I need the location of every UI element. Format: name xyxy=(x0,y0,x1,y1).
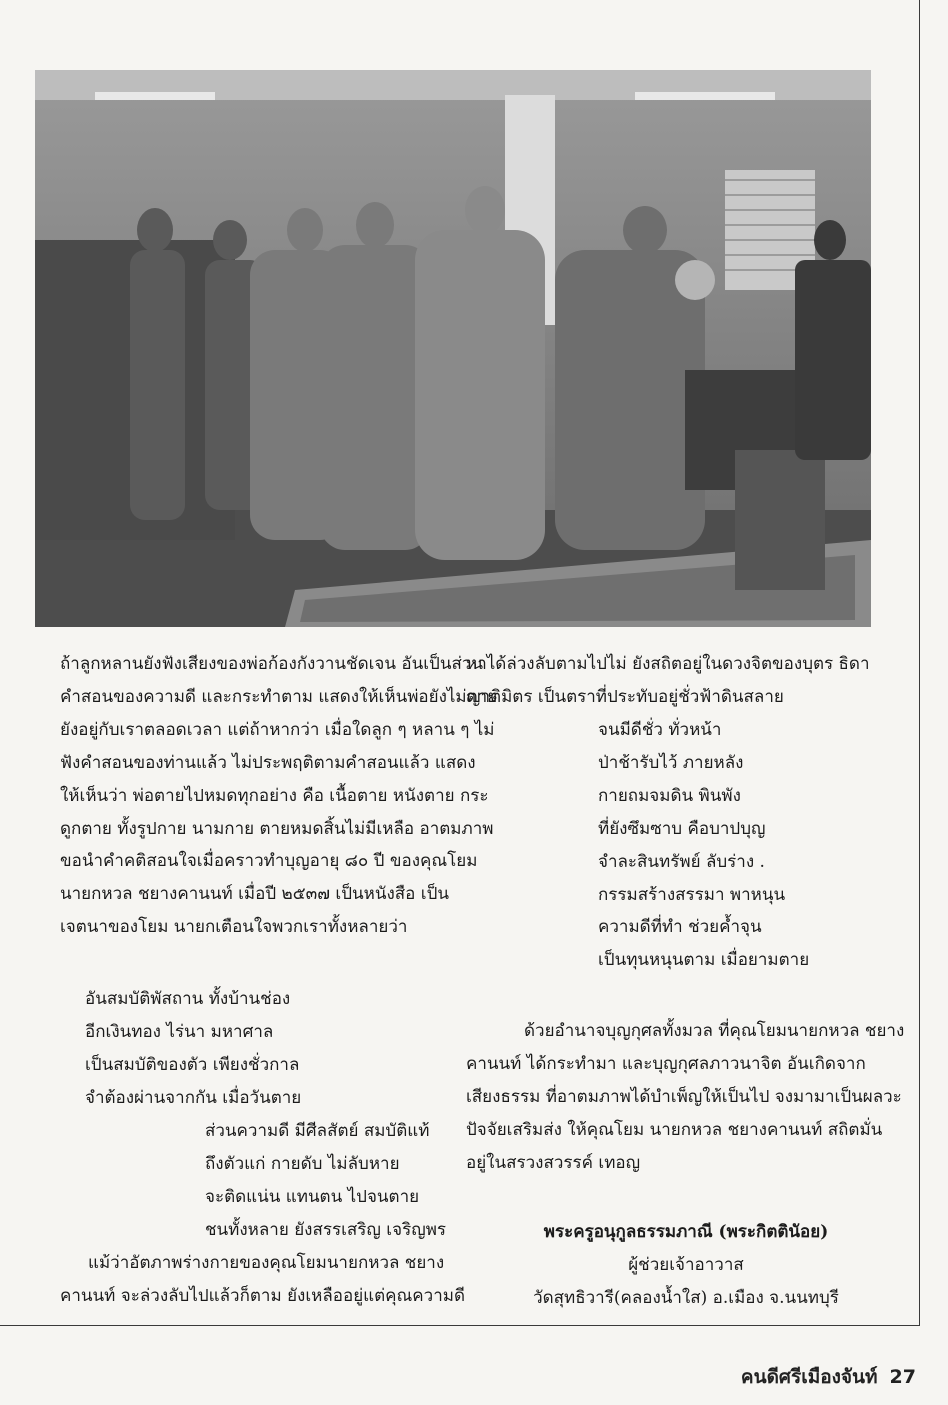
poem-line: ชนทั้งหลาย ยังสรรเสริญ เจริญพร xyxy=(205,1219,447,1240)
left-column-paragraph xyxy=(60,648,498,944)
right-column-paragraph xyxy=(466,648,906,714)
left-poem-second-stanza xyxy=(205,1115,446,1247)
text-line: ดูกตาย ทั้งรูปกาย นามกาย ตายหมดสิ้นไม่มีเหลือ อาตมภาพ xyxy=(60,818,494,839)
page-border-right xyxy=(919,0,920,1326)
left-poem-first-stanza xyxy=(85,983,301,1115)
right-poem xyxy=(598,714,809,977)
text-line: นายกหวล ชยางคานนท์ เมื่อปี ๒๕๓๗ เป็นหนังสือ เป็น xyxy=(60,884,449,905)
poem-line: เป็นสมบัติของตัว เพียงชั่วกาล xyxy=(85,1054,300,1075)
text-line: ถ้าลูกหลานยังฟังเสียงของพ่อก้องกังวานชัดเจน อันเป็นส่วน xyxy=(60,654,484,674)
page-footer xyxy=(741,1362,916,1392)
poem-line: ถึงตัวแก่ กายดับ ไม่ลับหาย xyxy=(205,1153,400,1174)
text-line: แม้ว่าอัตภาพร่างกายของคุณโยมนายกหวล ชยาง xyxy=(88,1253,445,1273)
poem-line: เป็นทุนหนุนตาม เมื่อยามตาย xyxy=(598,950,810,971)
monks-procession-photo xyxy=(35,70,871,627)
poem-line: อีกเงินทอง ไร่นา มหาศาล xyxy=(85,1021,274,1042)
publication-title: คนดีศรีเมืองจันท์ xyxy=(740,1366,878,1388)
poem-line: อันสมบัติพัสถาน ทั้งบ้านช่อง xyxy=(85,989,291,1009)
text-line: ญาติมิตร เป็นตราที่ประทับอยู่ชั่วฟ้าดินสลาย xyxy=(466,686,784,707)
poem-line: กรรมสร้างสรรมา พาหนุน xyxy=(598,884,786,905)
poem-line: จนมีดีชั่ว ทั่วหน้า xyxy=(598,720,722,740)
text-line: เสียงธรรม ที่อาตมภาพได้บำเพ็ญให้เป็นไป จงมามาเป็นผลวะ xyxy=(466,1086,902,1107)
text-line: คานนท์ ได้กระทำมา และบุญกุศลภาวนาจิต อันเกิดจาก xyxy=(466,1053,866,1074)
poem-line: ที่ยังซึมซาบ คือบาปบุญ xyxy=(598,818,766,839)
text-line: ปัจจัยเสริมส่ง ให้คุณโยม นายกหวล ชยางคานนท์ สถิตมั่น xyxy=(466,1119,883,1140)
page-number: 27 xyxy=(889,1366,916,1388)
text-line: ด้วยอำนาจบุญกุศลทั้งมวล ที่คุณโยมนายกหวล ชยาง xyxy=(524,1021,905,1041)
signature-role: ผู้ช่วยเจ้าอาวาส xyxy=(628,1255,744,1275)
poem-line: ป่าช้ารับไว้ ภายหลัง xyxy=(598,752,744,773)
signature-block xyxy=(476,1216,896,1315)
poem-line: จะติดแน่น แทนตน ไปจนตาย xyxy=(205,1186,420,1207)
poem-line: จำต้องผ่านจากกัน เมื่อวันตาย xyxy=(85,1087,302,1108)
text-line: ให้เห็นว่า พ่อตายไปหมดทุกอย่าง คือ เนื้อตาย หนังตาย กระ xyxy=(60,785,489,806)
signature-name: พระครูอนุกูลธรรมภาณี (พระกิตตินัอย) xyxy=(543,1222,829,1242)
left-closing-paragraph xyxy=(60,1247,466,1313)
text-line: คำสอนของความดี และกระทำตาม แสดงให้เห็นพ่อยังไม่ตาย xyxy=(60,686,498,707)
poem-line: ส่วนความดี มีศีลสัตย์ สมบัติแท้ xyxy=(205,1121,430,1141)
text-line: หาได้ล่วงลับตามไปไม่ ยังสถิตอยู่ในดวงจิตของบุตร ธิดา xyxy=(466,654,870,674)
poem-line: จำละสินทรัพย์ ลับร่าง . xyxy=(598,851,765,872)
page-border-bottom xyxy=(0,1325,919,1326)
text-line: อยู่ในสรวงสวรรค์ เทอญ xyxy=(466,1152,641,1173)
poem-line: กายถมจมดิน พินพัง xyxy=(598,785,741,806)
text-line: คานนท์ จะล่วงลับไปแล้วก็ตาม ยังเหลืออยู่แต่คุณความดี xyxy=(60,1285,466,1306)
right-dedication-paragraph xyxy=(466,1015,906,1180)
poem-line: ความดีที่ทำ ช่วยค้ำจุน xyxy=(598,917,762,938)
text-line: ยังอยู่กับเราตลอดเวลา แต่ถ้าหากว่า เมื่อใดลูก ๆ หลาน ๆ ไม่ xyxy=(60,719,495,740)
signature-temple: วัดสุทธิวารี(คลองน้ำใส) อ.เมือง จ.นนทบุรี xyxy=(533,1288,839,1308)
text-line: เจตนาของโยม นายกเตือนใจพวกเราทั้งหลายว่า xyxy=(60,917,408,938)
text-line: ขอนำคำคติสอนใจเมื่อคราวทำบุญอายุ ๘๐ ปี ของคุณโยม xyxy=(60,851,478,872)
text-line: ฟังคำสอนของท่านแล้ว ไม่ประพฤติตามคำสอนแล้ว แสดง xyxy=(60,752,476,773)
